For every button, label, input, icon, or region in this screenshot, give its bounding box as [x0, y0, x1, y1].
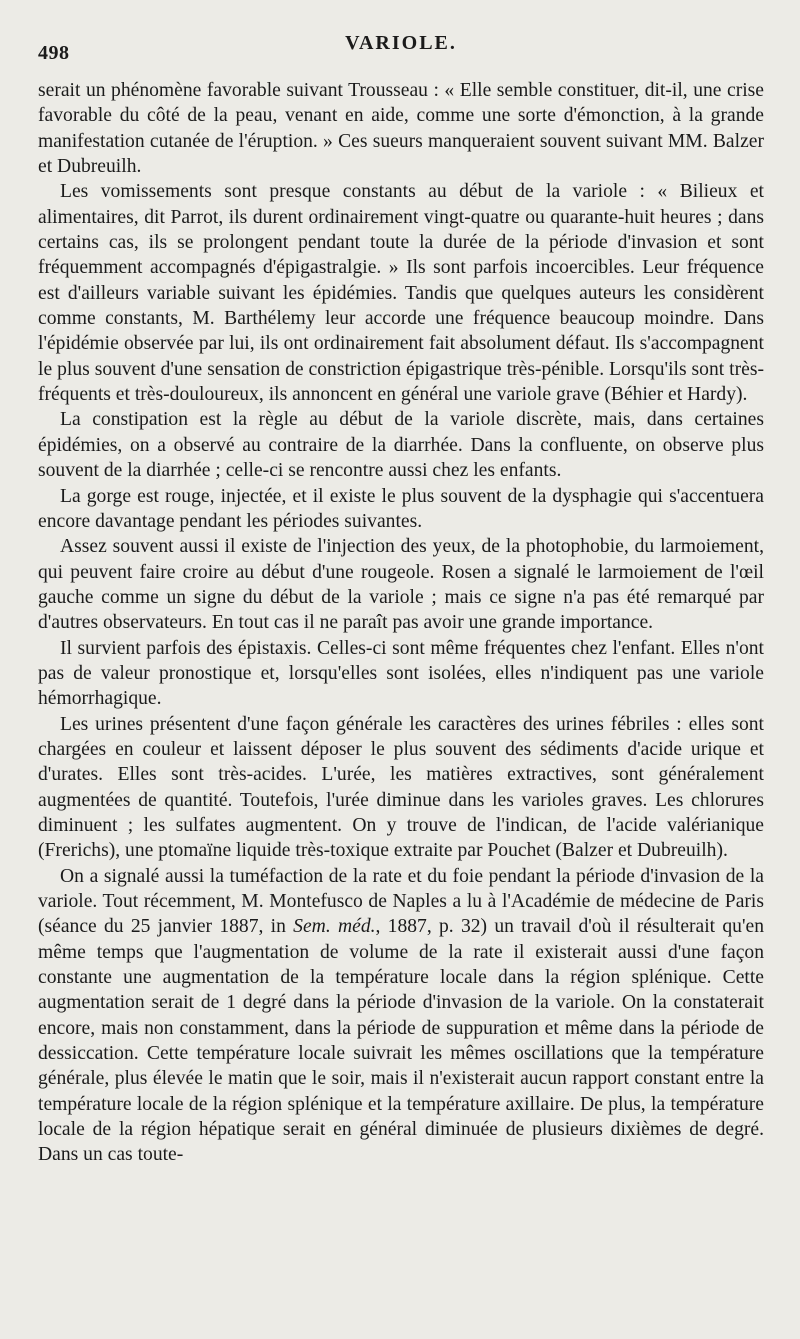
paragraph-sweats: serait un phénomène favorable suivant Trousseau : « Elle semble constituer, dit-il, une crise favorable du côté de la peau, venant en aide, comme une sorte d'émonction, à la grande manifestation cutanée de l'éruption. » Ces sueurs manqueraient souvent suivant MM. Balzer et Dubreuilh. [38, 80, 764, 178]
paragraph-urines: Les urines présentent d'une façon générale les caractères des urines fébriles : elles sont chargées en couleur et laissent déposer le plus souvent des sédiments d'acide urique et d'urates. Elles sont très-acides. L'urée, les matières extractives, sont généralement augmentées de quantité. Toutefois, l'urée diminue dans les varioles graves. Les chlorures diminuent ; les sulfates augmentent. On y trouve de l'indican, de l'acide valérianique (Frerichs), une ptomaïne liquide très-toxique extraite par Pouchet (Balzer et Dubreuilh). [38, 713, 764, 862]
running-head: VARIOLE. [345, 32, 457, 54]
paragraph-constipation: La constipation est la règle au début de la variole discrète, mais, dans certaines épidémies, on a observé au contraire de la diarrhée. Dans la confluente, on observe plus souvent de la diarrhée ; celle-ci se rencontre aussi chez les enfants. [38, 409, 764, 482]
spleen-text-start: On a signalé aussi la tuméfaction de la rate et du foie pendant la période d'invasion de la variole. Tout récemment, M. Montefusco de Naples a lu à l'Académie de médecine de Paris (séance du 25 janvier 1887, in [38, 865, 764, 938]
paragraph-eyes: Assez souvent aussi il existe de l'injection des yeux, de la photophobie, du larmoiement, qui peuvent faire croire au début d'une rougeole. Rosen a signalé le larmoiement de l'œil gauche comme un signe du début de la variole ; mais ce signe n'a pas été remarqué par d'autres observateurs. En tout cas il ne paraît pas avoir une grande importance. [38, 536, 764, 634]
paragraph-throat: La gorge est rouge, injectée, et il existe le plus souvent de la dysphagie qui s'accentuera encore davantage pendant les périodes suivantes. [38, 485, 764, 532]
page-number: 498 [38, 42, 70, 64]
spleen-text-end: , 1887, p. 32) un travail d'où il résulterait qu'en même temps que l'augmentation de volume de la rate il existerait aussi d'une façon constante une augmentation de la température locale dans la région splénique. Cette augmentation serait de 1 degré dans la période d'invasion de la variole. On la constaterait encore, mais non constamment, dans la période de suppuration et même dans la période de dessiccation. Cette température locale suivrait les mêmes oscillations que la température générale, plus élevée le matin que le soir, mais il n'existerait aucun rapport constant entre la température locale de la région splénique et la température axillaire. De plus, la température locale de la région hépatique serait en général diminuée de plusieurs dixièmes de degré. Dans un cas toute- [38, 916, 764, 1166]
book-page [38, 28, 764, 1318]
body-text [38, 78, 764, 1168]
paragraph-epistaxis: Il survient parfois des épistaxis. Celles-ci sont même fréquentes chez l'enfant. Elles n'ont pas de valeur pronostique et, lorsqu'elles sont isolées, elles n'indiquent pas une variole hémorrhagique. [38, 637, 764, 710]
citation-journal: Sem. méd. [293, 916, 376, 938]
paragraph-spleen [38, 864, 764, 1168]
paragraph-vomiting: Les vomissements sont presque constants au début de la variole : « Bilieux et alimentaires, dit Parrot, ils durent ordinairement vingt-quatre ou quarante-huit heures ; dans certains cas, ils se prolongent pendant toute la durée de la période d'invasion et sont fréquemment accompagnés d'épigastralgie. » Ils sont parfois incoercibles. Leur fréquence est d'ailleurs variable suivant les épidémies. Tandis que quelques auteurs les considèrent comme constants, M. Barthélemy leur accorde une fréquence beaucoup moindre. Dans l'épidémie observée par lui, ils ont ordinairement fait absolument défaut. Ils s'accompagnent le plus souvent d'une sensation de constriction épigastrique très-pénible. Lorsqu'ils sont très-fréquents et très-douloureux, ils annoncent en général une variole grave (Béhier et Hardy). [38, 181, 764, 406]
page-header [38, 28, 764, 64]
